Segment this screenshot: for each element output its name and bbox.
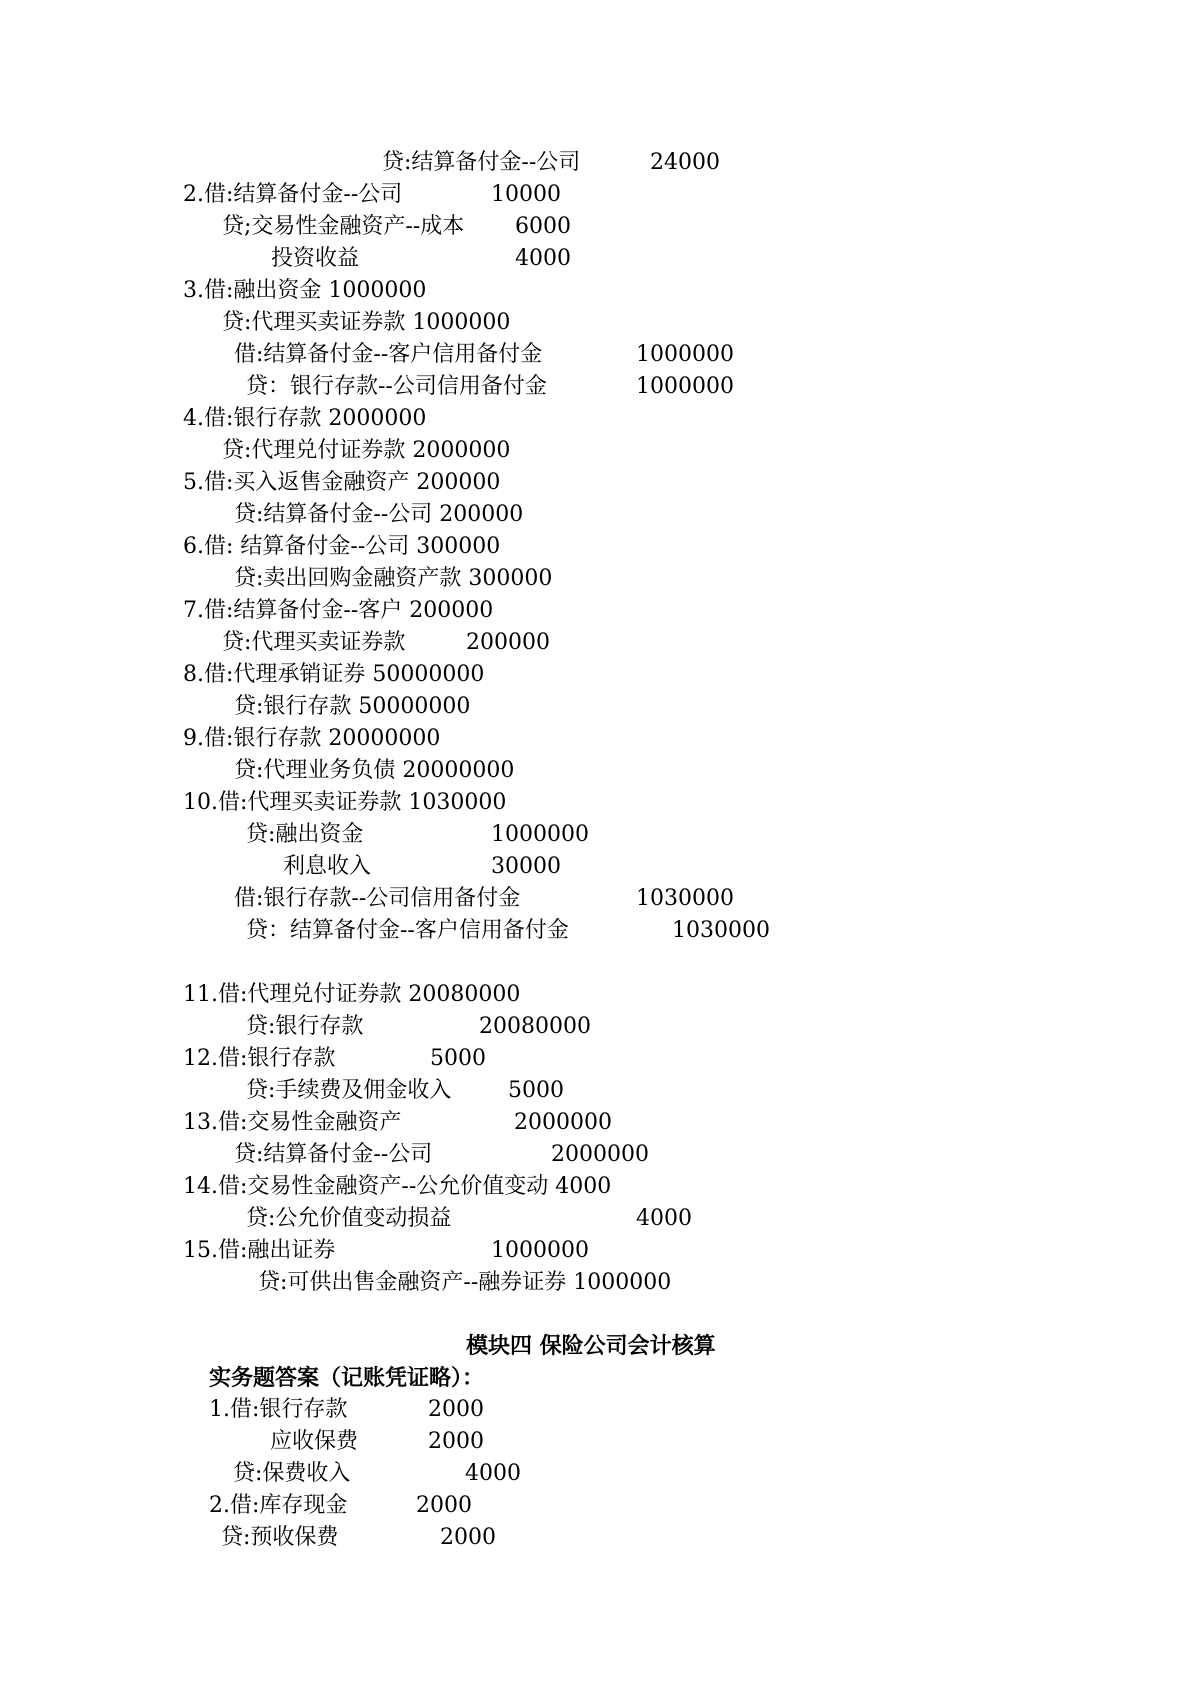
- entry-line: 贷:银行存款 20080000: [246, 1014, 591, 1039]
- entry-line: 6.借: 结算备付金--公司 300000: [183, 534, 501, 559]
- entry-line: 贷:可供出售金融资产--融券证券 1000000: [258, 1270, 672, 1295]
- entry-line: 9.借:银行存款 20000000: [183, 726, 441, 751]
- entry-line: 贷:结算备付金--公司 200000: [234, 502, 524, 527]
- module-heading: 模块四 保险公司会计核算: [466, 1333, 716, 1359]
- entry-line: 贷:代理买卖证券款 200000: [222, 630, 550, 655]
- entry-line: 贷：结算备付金--客户信用备付金 1030000: [246, 918, 770, 943]
- entry-line: 贷:结算备付金--公司 24000: [382, 150, 720, 175]
- entry-line: 4.借:银行存款 2000000: [183, 406, 427, 431]
- entry-line: 贷:预收保费 2000: [221, 1525, 496, 1550]
- entry-line: 利息收入 30000: [283, 854, 561, 879]
- entry-line: 13.借:交易性金融资产 2000000: [183, 1110, 612, 1135]
- entry-line: 贷:结算备付金--公司 2000000: [234, 1142, 649, 1167]
- entry-line: 11.借:代理兑付证券款 20080000: [183, 982, 521, 1007]
- entry-line: 借:银行存款--公司信用备付金 1030000: [234, 886, 734, 911]
- entry-line: 贷:代理买卖证券款 1000000: [222, 310, 511, 335]
- entry-line: 贷:代理兑付证券款 2000000: [222, 438, 511, 463]
- entry-line: 贷:融出资金 1000000: [246, 822, 589, 847]
- entry-line: 3.借:融出资金 1000000: [183, 278, 427, 303]
- entry-line: 8.借:代理承销证券 50000000: [183, 662, 485, 687]
- entry-line: 投资收益 4000: [271, 246, 571, 271]
- entry-line: 1.借:银行存款 2000: [209, 1397, 484, 1422]
- entry-line: 贷:银行存款 50000000: [234, 694, 471, 719]
- entry-line: 贷:卖出回购金融资产款 300000: [234, 566, 553, 591]
- entry-line: 应收保费 2000: [270, 1429, 484, 1454]
- entry-line: 7.借:结算备付金--客户 200000: [183, 598, 494, 623]
- entry-line: 14.借:交易性金融资产--公允价值变动 4000: [183, 1174, 612, 1199]
- entry-line: 贷;交易性金融资产--成本 6000: [222, 214, 571, 239]
- entry-line: 借:结算备付金--客户信用备付金 1000000: [234, 342, 734, 367]
- answers-subtitle: 实务题答案（记账凭证略）：: [209, 1365, 485, 1391]
- entry-line: 贷：银行存款--公司信用备付金 1000000: [246, 374, 734, 399]
- entry-line: 贷:手续费及佣金收入 5000: [246, 1078, 564, 1103]
- entry-line: 5.借:买入返售金融资产 200000: [183, 470, 501, 495]
- entry-line: 贷:代理业务负债 20000000: [234, 758, 515, 783]
- entry-line: 2.借:结算备付金--公司 10000: [183, 182, 561, 207]
- entry-line: 15.借:融出证券 1000000: [183, 1238, 589, 1263]
- entry-line: 2.借:库存现金 2000: [209, 1493, 472, 1518]
- entry-line: 12.借:银行存款 5000: [183, 1046, 486, 1071]
- entry-line: 贷:公允价值变动损益 4000: [246, 1206, 692, 1231]
- entry-line: 10.借:代理买卖证券款 1030000: [183, 790, 507, 815]
- entry-line: 贷:保费收入 4000: [233, 1461, 521, 1486]
